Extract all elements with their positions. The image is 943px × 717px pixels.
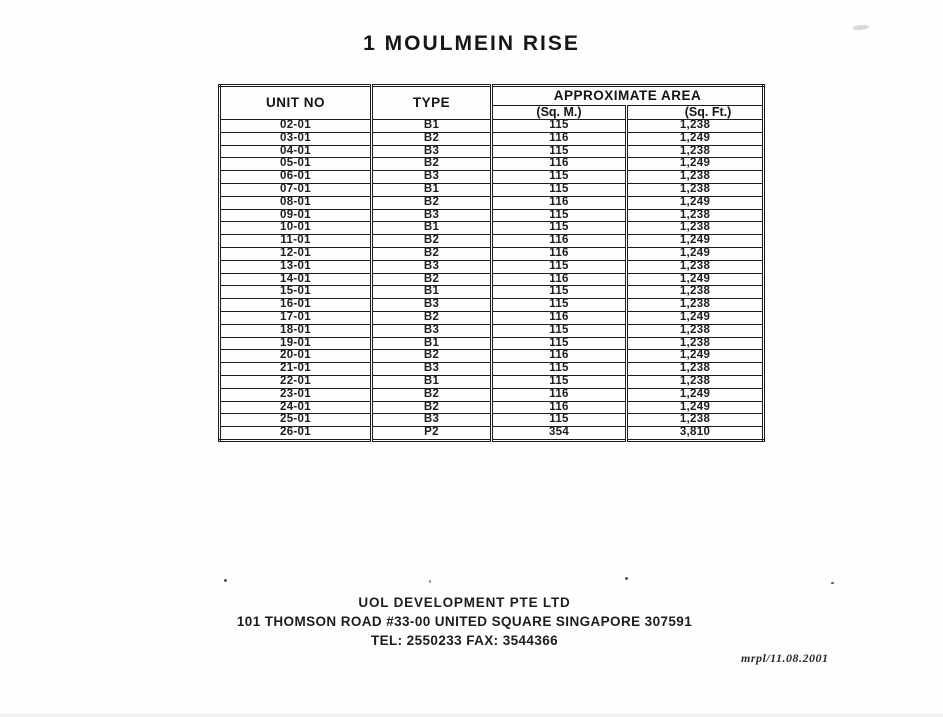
table-cell: 1,238 — [627, 222, 764, 235]
table-cell: 07-01 — [220, 183, 372, 196]
table-cell: 115 — [492, 260, 627, 273]
table-cell: 05-01 — [220, 158, 372, 171]
table-header — [220, 86, 764, 120]
table-cell: B3 — [372, 363, 492, 376]
table-cell: 24-01 — [220, 401, 372, 414]
footer — [115, 595, 815, 648]
table-cell: 1,238 — [627, 286, 764, 299]
table-cell: 08-01 — [220, 196, 372, 209]
table-cell: 115 — [492, 145, 627, 158]
table-row — [220, 209, 764, 222]
table-cell: B2 — [372, 311, 492, 324]
table-cell: 1,249 — [627, 388, 764, 401]
table-cell: 116 — [492, 247, 627, 260]
table-cell: 04-01 — [220, 145, 372, 158]
table-cell: B2 — [372, 388, 492, 401]
table-cell: 1,249 — [627, 311, 764, 324]
table-row — [220, 196, 764, 209]
table-cell: 16-01 — [220, 299, 372, 312]
table-cell: B3 — [372, 414, 492, 427]
table-cell: 10-01 — [220, 222, 372, 235]
col-header-type: TYPE — [372, 86, 492, 120]
company-name: UOL DEVELOPMENT PTE LTD — [358, 595, 571, 610]
col-header-approximate-area: APPROXIMATE AREA — [492, 86, 764, 106]
table-cell: B2 — [372, 158, 492, 171]
table-cell: 1,249 — [627, 401, 764, 414]
table-cell: B3 — [372, 171, 492, 184]
table-cell: B2 — [372, 132, 492, 145]
table-cell: 1,238 — [627, 183, 764, 196]
scan-speck — [429, 580, 431, 583]
table-row — [220, 235, 764, 248]
table-cell: 02-01 — [220, 120, 372, 133]
table-cell: 22-01 — [220, 375, 372, 388]
table-row — [220, 247, 764, 260]
table-cell: B3 — [372, 209, 492, 222]
table-cell: B2 — [372, 196, 492, 209]
col-header-sq-m: (Sq. M.) — [492, 106, 627, 120]
table-cell: 116 — [492, 235, 627, 248]
table-cell: 03-01 — [220, 132, 372, 145]
scan-speck — [625, 577, 628, 580]
table-row — [220, 260, 764, 273]
table-cell: B3 — [372, 324, 492, 337]
table-cell: 3,810 — [627, 427, 764, 441]
table-cell: 116 — [492, 350, 627, 363]
table-row — [220, 132, 764, 145]
table-row — [220, 401, 764, 414]
table-cell: 116 — [492, 311, 627, 324]
table-header-row-main — [220, 86, 764, 106]
col-header-unit-no: UNIT NO — [220, 86, 372, 120]
table-row — [220, 158, 764, 171]
table-cell: 115 — [492, 183, 627, 196]
table-cell: 116 — [492, 388, 627, 401]
table-cell: 1,238 — [627, 145, 764, 158]
table-cell: 1,238 — [627, 324, 764, 337]
table-cell: 116 — [492, 158, 627, 171]
table-row — [220, 120, 764, 133]
table-cell: 115 — [492, 209, 627, 222]
table-cell: B3 — [372, 145, 492, 158]
table-row — [220, 183, 764, 196]
table-cell: 13-01 — [220, 260, 372, 273]
table-cell: 1,238 — [627, 260, 764, 273]
col-header-sq-ft: (Sq. Ft.) — [627, 106, 764, 120]
table-cell: 1,249 — [627, 273, 764, 286]
table-cell: B3 — [372, 260, 492, 273]
unit-area-table — [218, 84, 765, 442]
table-cell: B1 — [372, 286, 492, 299]
table-row — [220, 414, 764, 427]
table-cell: 116 — [492, 401, 627, 414]
table-cell: 25-01 — [220, 414, 372, 427]
table-cell: 116 — [492, 196, 627, 209]
table-cell: 1,238 — [627, 414, 764, 427]
table-cell: 14-01 — [220, 273, 372, 286]
table-row — [220, 375, 764, 388]
table-cell: 115 — [492, 375, 627, 388]
table-cell: 21-01 — [220, 363, 372, 376]
table-cell: 11-01 — [220, 235, 372, 248]
table-cell: 1,238 — [627, 209, 764, 222]
table-cell: 115 — [492, 120, 627, 133]
table-cell: 115 — [492, 299, 627, 312]
table-row — [220, 286, 764, 299]
table-cell: 1,238 — [627, 299, 764, 312]
table-row — [220, 388, 764, 401]
table-row — [220, 363, 764, 376]
table-cell: 09-01 — [220, 209, 372, 222]
table-cell: 115 — [492, 363, 627, 376]
table-cell: 1,249 — [627, 158, 764, 171]
table-row — [220, 273, 764, 286]
table-cell: 1,238 — [627, 363, 764, 376]
table-cell: 116 — [492, 132, 627, 145]
table-row — [220, 145, 764, 158]
table-cell: 06-01 — [220, 171, 372, 184]
table-cell: 1,249 — [627, 247, 764, 260]
table-row — [220, 311, 764, 324]
table-row — [220, 337, 764, 350]
table-cell: 115 — [492, 337, 627, 350]
table-cell: B1 — [372, 183, 492, 196]
table-row — [220, 171, 764, 184]
page-title: 1 MOULMEIN RISE — [363, 32, 580, 55]
reference-note: mrpl/11.08.2001 — [741, 651, 829, 665]
table-cell: B2 — [372, 247, 492, 260]
table-cell: B3 — [372, 299, 492, 312]
scan-speck — [831, 582, 834, 584]
table-cell: B1 — [372, 120, 492, 133]
table-cell: 19-01 — [220, 337, 372, 350]
table-cell: 115 — [492, 222, 627, 235]
table-cell: B2 — [372, 273, 492, 286]
table-cell: 1,249 — [627, 132, 764, 145]
table-cell: 1,238 — [627, 375, 764, 388]
table-cell: B2 — [372, 350, 492, 363]
company-address: 101 THOMSON ROAD #33-00 UNITED SQUARE SINGAPORE 307591 — [236, 614, 693, 629]
table-cell: 115 — [492, 414, 627, 427]
table-cell: 1,249 — [627, 196, 764, 209]
table-cell: 1,238 — [627, 337, 764, 350]
table-row — [220, 222, 764, 235]
table-row — [220, 427, 764, 441]
scan-speck — [224, 579, 227, 582]
table-cell: 1,238 — [627, 120, 764, 133]
table-cell: 115 — [492, 286, 627, 299]
unit-area-table-body — [220, 120, 764, 441]
table-cell: 1,249 — [627, 235, 764, 248]
company-tel-fax: TEL: 2550233 FAX: 3544366 — [370, 633, 559, 648]
table-cell: 115 — [492, 324, 627, 337]
table-cell: B2 — [372, 401, 492, 414]
table-cell: 1,238 — [627, 171, 764, 184]
table-cell: 17-01 — [220, 311, 372, 324]
table-cell: 26-01 — [220, 427, 372, 441]
table-cell: 116 — [492, 273, 627, 286]
table-cell: 354 — [492, 427, 627, 441]
table-cell: 12-01 — [220, 247, 372, 260]
table-cell: 20-01 — [220, 350, 372, 363]
table-cell: 15-01 — [220, 286, 372, 299]
table-cell: P2 — [372, 427, 492, 441]
table-cell: 18-01 — [220, 324, 372, 337]
scan-smudge — [853, 24, 870, 31]
table-cell: B1 — [372, 375, 492, 388]
table-cell: 115 — [492, 171, 627, 184]
table-cell: 1,249 — [627, 350, 764, 363]
table-row — [220, 299, 764, 312]
table-cell: 23-01 — [220, 388, 372, 401]
table-cell: B2 — [372, 235, 492, 248]
table-cell: B1 — [372, 222, 492, 235]
table-row — [220, 324, 764, 337]
table-row — [220, 350, 764, 363]
table-cell: B1 — [372, 337, 492, 350]
